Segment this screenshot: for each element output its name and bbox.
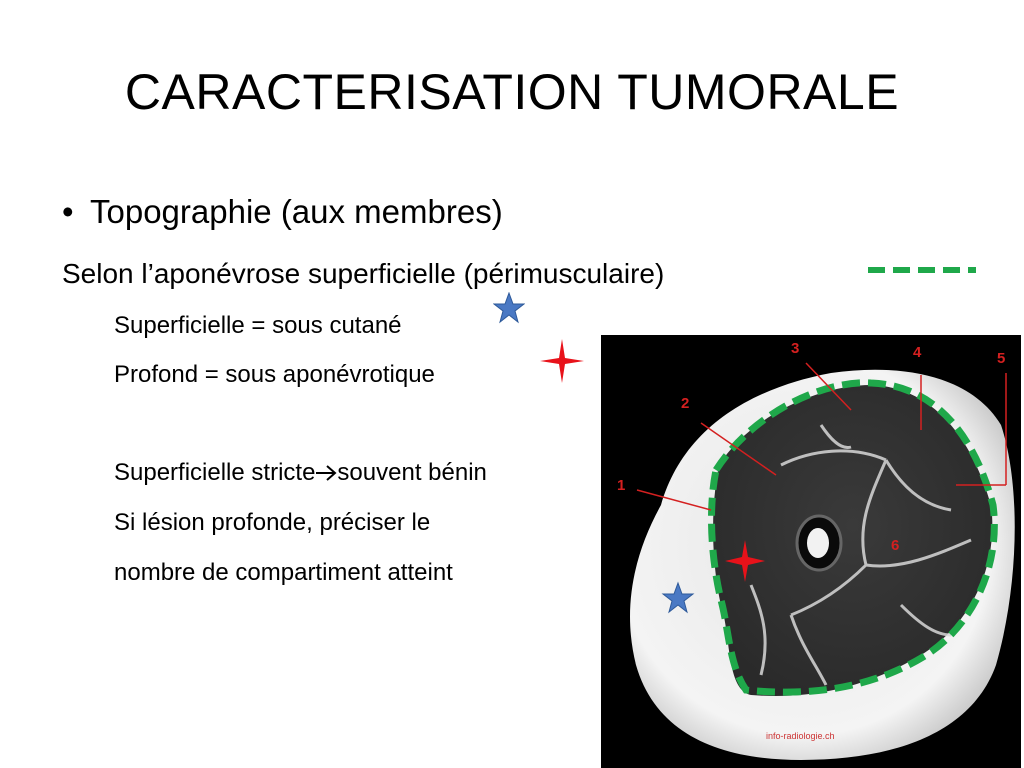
label-5: 5 <box>997 350 1006 367</box>
label-3: 3 <box>791 340 800 357</box>
slide-title: CARACTERISATION TUMORALE <box>124 64 900 120</box>
lesion-profonde-line: Si lésion profonde, préciser le <box>114 509 431 536</box>
label-4: 4 <box>913 344 922 361</box>
bullet-topographie <box>62 192 503 232</box>
superficielle-stricte-text: Superficielle stricte <box>114 459 316 486</box>
label-6: 6 <box>891 537 900 554</box>
green-dashed-legend-icon <box>866 262 978 278</box>
right-arrow-icon <box>315 464 337 482</box>
souvent-benin-text: souvent bénin <box>337 459 487 486</box>
bullet-text: Topographie (aux membres) <box>90 193 503 230</box>
label-2: 2 <box>681 395 690 412</box>
label-1: 1 <box>617 477 626 494</box>
mri-thigh-image <box>601 335 1021 768</box>
compartiment-line: nombre de compartiment atteint <box>114 559 453 586</box>
bullet-dot: • <box>62 193 74 230</box>
superficielle-stricte-line <box>114 457 487 489</box>
watermark: info-radiologie.ch <box>766 731 835 741</box>
femur-marrow <box>807 528 829 558</box>
blue-star-icon <box>493 292 525 324</box>
superficielle-definition: Superficielle = sous cutané <box>114 312 402 339</box>
red-four-point-star-icon <box>539 338 585 384</box>
aponevrose-line: Selon l’aponévrose superficielle (périmusculaire) <box>62 258 665 289</box>
profond-definition: Profond = sous aponévrotique <box>114 361 435 388</box>
